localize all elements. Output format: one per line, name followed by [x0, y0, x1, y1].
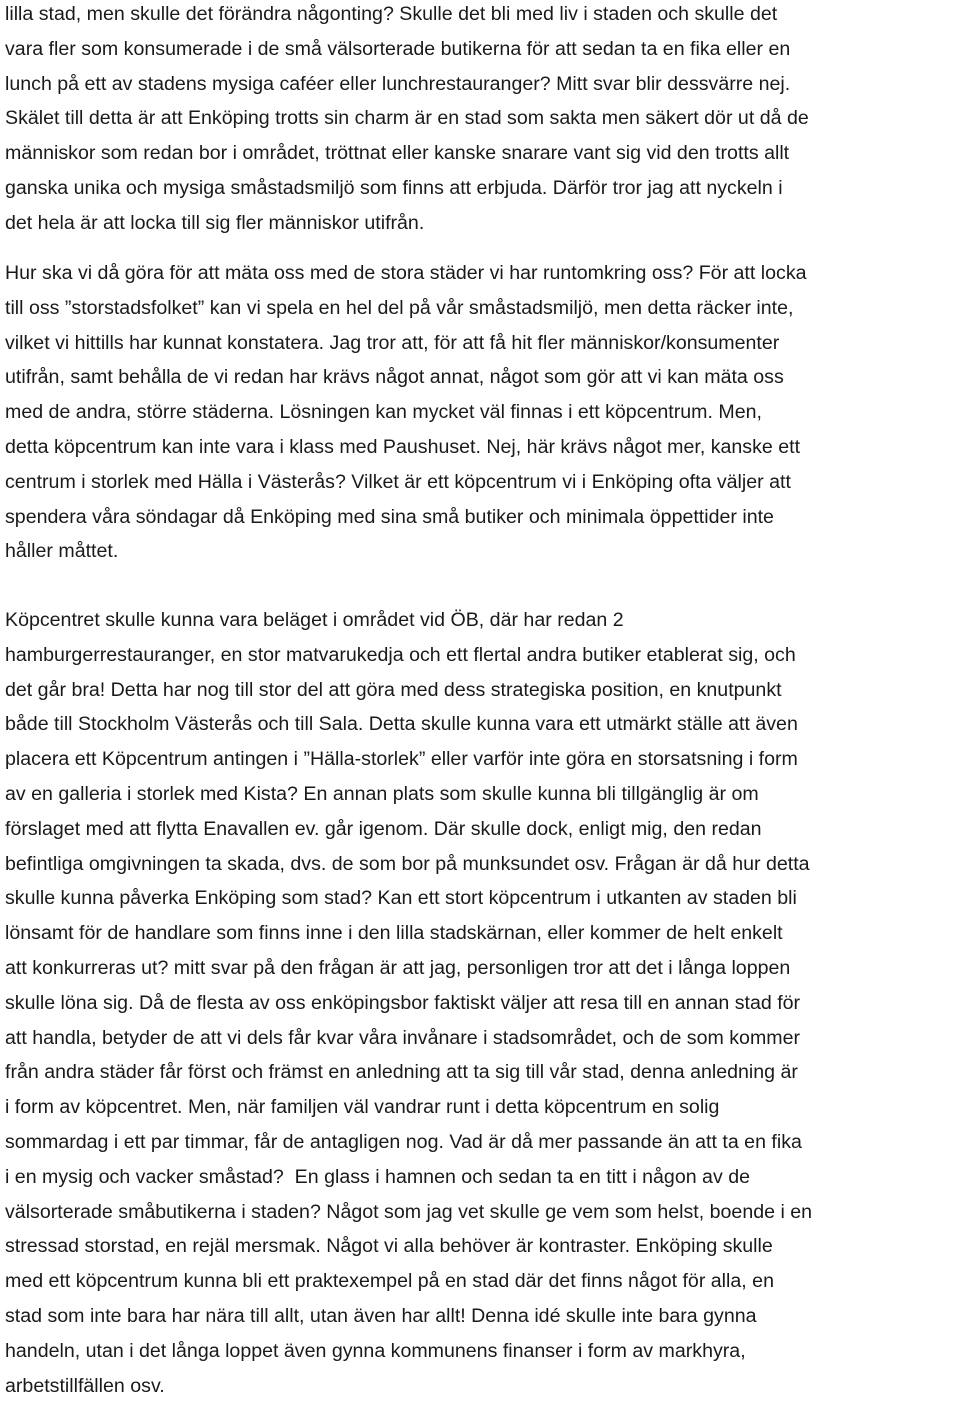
- text-line: både till Stockholm Västerås och till Sala. Detta skulle kunna vara ett utmärkt ställe att även: [5, 713, 798, 736]
- text-line: stad som inte bara har nära till allt, utan även har allt! Denna idé skulle inte bara gynna: [5, 1305, 757, 1327]
- text-line: i form av köpcentret. Men, när familjen väl vandrar runt i detta köpcentrum en solig: [5, 1096, 720, 1119]
- text-line: lunch på ett av stadens mysiga caféer eller lunchrestauranger? Mitt svar blir dessvärre nej.: [5, 72, 791, 95]
- text-line: utifrån, samt behålla de vi redan har krävs något annat, något som gör att vi kan mäta oss: [5, 366, 784, 389]
- text-line: av en galleria i storlek med Kista? En annan plats som skulle kunna bli tillgänglig är om: [5, 783, 759, 805]
- text-line: Skälet till detta är att Enköping trotts sin charm är en stad som sakta men säkert dör ut då de: [5, 107, 809, 130]
- text-line: lilla stad, men skulle det förändra någonting? Skulle det bli med liv i staden och skulle det: [5, 3, 778, 25]
- text-line: stressad storstad, en rejäl mersmak. Något vi alla behöver är kontraster. Enköping skulle: [5, 1235, 773, 1258]
- text-line: i en mysig och vacker småstad? En glass i hamnen och sedan ta en titt i någon av de: [5, 1165, 750, 1188]
- text-line: centrum i storlek med Hälla i Västerås? Vilket är ett köpcentrum vi i Enköping ofta väljer att: [5, 470, 791, 493]
- text-line: Köpcentret skulle kunna vara beläget i området vid ÖB, där har redan 2: [5, 609, 624, 631]
- text-line: spendera våra söndagar då Enköping med sina små butiker och minimala öppettider inte: [5, 505, 774, 528]
- text-line: det hela är att locka till sig fler människor utifrån.: [5, 211, 425, 234]
- text-line: sommardag i ett par timmar, får de antagligen nog. Vad är då mer passande än att ta en fika: [5, 1131, 802, 1153]
- text-line: med ett köpcentrum kunna bli ett praktexempel på en stad där det finns något för alla, en: [5, 1270, 774, 1293]
- text-line: hamburgerrestauranger, en stor matvarukedja och ett flertal andra butiker etablerat sig, och: [5, 643, 796, 666]
- text-line: Hur ska vi då göra för att mäta oss med de stora städer vi har runtomkring oss? För att locka: [5, 262, 807, 284]
- text-line: från andra städer får först och främst en anledning att ta sig till vår stad, denna anledning är: [5, 1061, 798, 1084]
- text-line: håller måttet.: [5, 540, 119, 563]
- text-line: lönsamt för de handlare som finns inne i den lilla stadskärnan, eller kommer de helt enkelt: [5, 922, 783, 945]
- text-line: människor som redan bor i området, tröttnat eller kanske snarare vant sig vid den trotts allt: [5, 142, 790, 165]
- text-line: arbetstillfällen osv.: [5, 1374, 165, 1397]
- text-line: att konkurreras ut? mitt svar på den frågan är att jag, personligen tror att det i långa loppen: [5, 957, 791, 979]
- text-line: skulle löna sig. Då de flesta av oss enköpingsbor faktiskt väljer att resa till en annan stad för: [5, 991, 801, 1014]
- text-line: välsorterade småbutikerna i staden? Något som jag vet skulle ge vem som helst, boende i en: [5, 1200, 813, 1223]
- text-line: skulle kunna påverka Enköping som stad? Kan ett stort köpcentrum i utkanten av staden bli: [5, 887, 797, 910]
- text-line: handeln, utan i det långa loppet även gynna kommunens finanser i form av markhyra,: [5, 1339, 746, 1362]
- text-line: placera ett Köpcentrum antingen i ”Hälla-storlek” eller varför inte göra en storsatsning i form: [5, 748, 798, 771]
- text-line: befintliga omgivningen ta skada, dvs. de som bor på munksundet osv. Frågan är då hur detta: [5, 852, 810, 875]
- text-line: att handla, betyder de att vi dels får kvar våra invånare i stadsområdet, och de som kommer: [5, 1026, 801, 1049]
- text-line: det går bra! Detta har nog till stor del att göra med dess strategiska position, en knutpunkt: [5, 678, 782, 701]
- text-line: med de andra, större städerna. Lösningen kan mycket väl finnas i ett köpcentrum. Men,: [5, 401, 762, 424]
- text-line: vilket vi hittills har kunnat konstatera. Jag tror att, för att få hit fler människor/konsumenter: [5, 331, 780, 354]
- text-line: vara fler som konsumerade i de små välsorterade butikerna för att sedan ta en fika eller en: [5, 37, 791, 60]
- text-line: detta köpcentrum kan inte vara i klass med Paushuset. Nej, här krävs något mer, kanske ett: [5, 436, 801, 458]
- text-line: ganska unika och mysiga småstadsmiljö som finns att erbjuda. Därför tror jag att nyckeln i: [5, 177, 783, 199]
- text-line: förslaget med att flytta Enavallen ev. går igenom. Där skulle dock, enligt mig, den redan: [5, 817, 762, 840]
- text-line: till oss ”storstadsfolket” kan vi spela en hel del på vår småstadsmiljö, men detta räcker inte,: [5, 296, 794, 319]
